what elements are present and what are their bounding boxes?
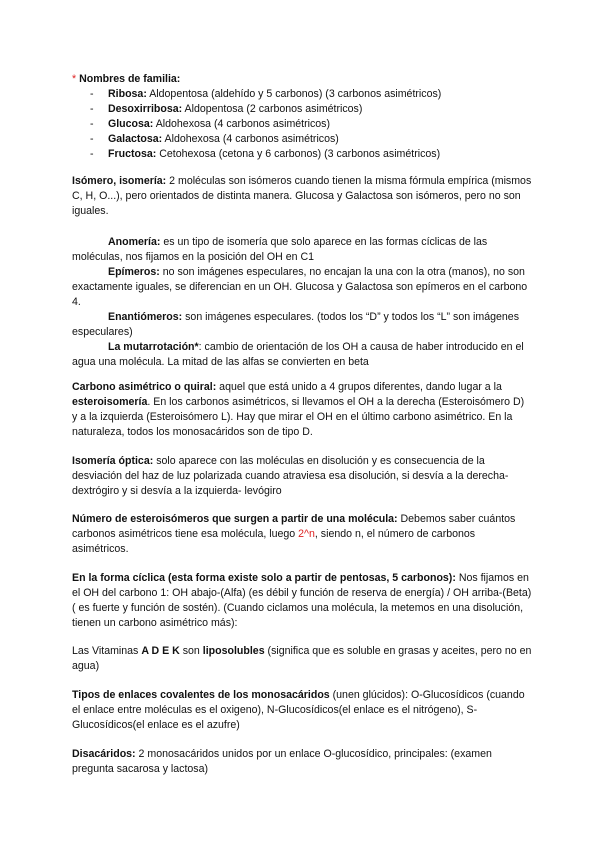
- isomer-term: Isómero, isomería:: [72, 175, 167, 187]
- numero-text1: Debemos saber cuántos carbonos asimétricos tiene esa molécula, luego: [72, 513, 516, 540]
- isomer-text: 2 moléculas son isómeros cuando tienen la misma fórmula empírica (mismos C, H, O...), pero orientados de distinta manera. Glucosa y Galactosa son isómeros, pero no son iguales.: [72, 175, 532, 217]
- item-name: Galactosa:: [108, 133, 163, 145]
- vitaminas-paragraph: [72, 644, 532, 674]
- enantiomeros-term: Enantiómeros:: [108, 311, 183, 323]
- vitaminas-text2: son: [182, 645, 200, 657]
- vitaminas-letters: A D E K: [141, 645, 180, 657]
- disacaridos-term: Disacáridos:: [72, 748, 136, 760]
- dash-bullet: -: [90, 133, 94, 145]
- vitaminas-text3: (significa que es soluble en grasas y aceites, pero no en agua): [72, 645, 532, 672]
- family-names-heading: [72, 72, 532, 87]
- isomer-types-section: [72, 235, 532, 370]
- item-name: Desoxirribosa:: [108, 103, 183, 115]
- list-item: [72, 87, 532, 102]
- enantiomeros-text: son imágenes especulares. (todos los “D” y todos los “L” son imágenes especulares): [72, 311, 519, 338]
- liposolubles-term: liposolubles: [202, 645, 265, 657]
- list-item: [72, 132, 532, 147]
- family-names-section: [72, 72, 532, 162]
- isomer-paragraph: [72, 174, 532, 219]
- enantiomeros-paragraph: [72, 310, 532, 340]
- carbono-text2: . En los carbonos asimétricos, si llevamos el OH a la derecha (Esteroisómero D) y a la izquierda (Esteroisómero L). Hay que mirar el OH en el último carbono asimétrico. En la naturaleza, todos los monosacáridos son de tipo D.: [72, 396, 525, 438]
- formula-2n: 2^n: [298, 528, 315, 540]
- vitaminas-text1: Las Vitaminas: [72, 645, 139, 657]
- dash-bullet: -: [90, 148, 94, 160]
- anomeria-term: Anomería:: [108, 236, 161, 248]
- carbono-text1: aquel que está unido a 4 grupos diferentes, dando lugar a la: [219, 381, 502, 393]
- mutarrotacion-star: *: [194, 341, 199, 353]
- ciclica-term: En la forma cíclica (esta forma existe solo a partir de pentosas, 5 carbonos):: [72, 572, 456, 584]
- item-desc: Aldohexosa (4 carbonos asimétricos): [164, 133, 339, 145]
- optica-term: Isomería óptica:: [72, 455, 154, 467]
- carbono-paragraph: [72, 380, 532, 440]
- anomeria-paragraph: [72, 235, 532, 265]
- item-desc: Cetohexosa (cetona y 6 carbonos) (3 carbonos asimétricos): [159, 148, 441, 160]
- anomeria-text: es un tipo de isomería que solo aparece en las formas cíclicas de las moléculas, nos fijamos en la posición del OH en C1: [72, 236, 488, 263]
- item-name: Fructosa:: [108, 148, 157, 160]
- item-desc: Aldopentosa (2 carbonos asimétricos): [184, 103, 363, 115]
- carbono-term: Carbono asimétrico o quiral:: [72, 381, 217, 393]
- ciclica-text: Nos fijamos en el OH del carbono 1: OH abajo-(Alfa) (es débil y función de reserva de energía) / OH arriba-(Beta)( es fuerte y función de sostén). (Cuando ciclamos una molécula, la metemos en una disolución, tienen un carbono asimétrico más):: [72, 572, 532, 629]
- mutarrotacion-text: : cambio de orientación de los OH a causa de haber introducido en el agua una molécula. La mitad de las alfas se convierten en beta: [72, 341, 524, 368]
- family-list: [72, 87, 532, 162]
- ciclica-paragraph: [72, 571, 532, 631]
- mutarrotacion-paragraph: [72, 340, 532, 370]
- numero-term: Número de esteroisómeros que surgen a partir de una molécula:: [72, 513, 398, 525]
- epimeros-text: no son imágenes especulares, no encajan la una con la otra (manos), no son exactamente iguales, se diferencian en un OH. Glucosa y Galactosa son epímeros en el carbono 4.: [72, 266, 528, 308]
- optica-text: solo aparece con las moléculas en disolución y es consecuencia de la desviación del haz de luz polarizada cuando atraviesa esa disolución, si desvía a la derecha- dextrógiro y si desvía a la izquierda- levógiro: [72, 455, 509, 497]
- item-name: Ribosa:: [108, 88, 147, 100]
- optica-paragraph: [72, 454, 532, 499]
- item-desc: Aldopentosa (aldehído y 5 carbonos) (3 carbonos asimétricos): [149, 88, 442, 100]
- numero-text2: , siendo n, el número de carbonos asimétricos.: [72, 528, 476, 555]
- family-names-title: Nombres de familia:: [79, 73, 181, 85]
- asterisk-mark: *: [72, 73, 77, 85]
- enlaces-term: Tipos de enlaces covalentes de los monosacáridos: [72, 689, 330, 701]
- list-item: [72, 102, 532, 117]
- epimeros-term: Epímeros:: [108, 266, 160, 278]
- epimeros-paragraph: [72, 265, 532, 310]
- numero-paragraph: [72, 512, 532, 557]
- disacaridos-paragraph: [72, 747, 532, 777]
- item-desc: Aldohexosa (4 carbonos asimétricos): [155, 118, 330, 130]
- dash-bullet: -: [90, 88, 94, 100]
- enlaces-paragraph: [72, 688, 532, 733]
- dash-bullet: -: [90, 103, 94, 115]
- disacaridos-text: 2 monosacáridos unidos por un enlace O-glucosídico, principales: (examen pregunta sacarosa y lactosa): [72, 748, 492, 775]
- enlaces-text: (unen glúcidos): O-Glucosídicos (cuando el enlace entre moléculas es el oxigeno), N-Glucosídicos(el enlace es el nitrógeno), S-Glucosídicos(el enlace es el azufre): [72, 689, 525, 731]
- esteroisomeria-term: esteroisomería: [72, 396, 148, 408]
- list-item: [72, 117, 532, 132]
- mutarrotacion-term: La mutarrotación: [108, 341, 195, 353]
- list-item: [72, 147, 532, 162]
- dash-bullet: -: [90, 118, 94, 130]
- item-name: Glucosa:: [108, 118, 154, 130]
